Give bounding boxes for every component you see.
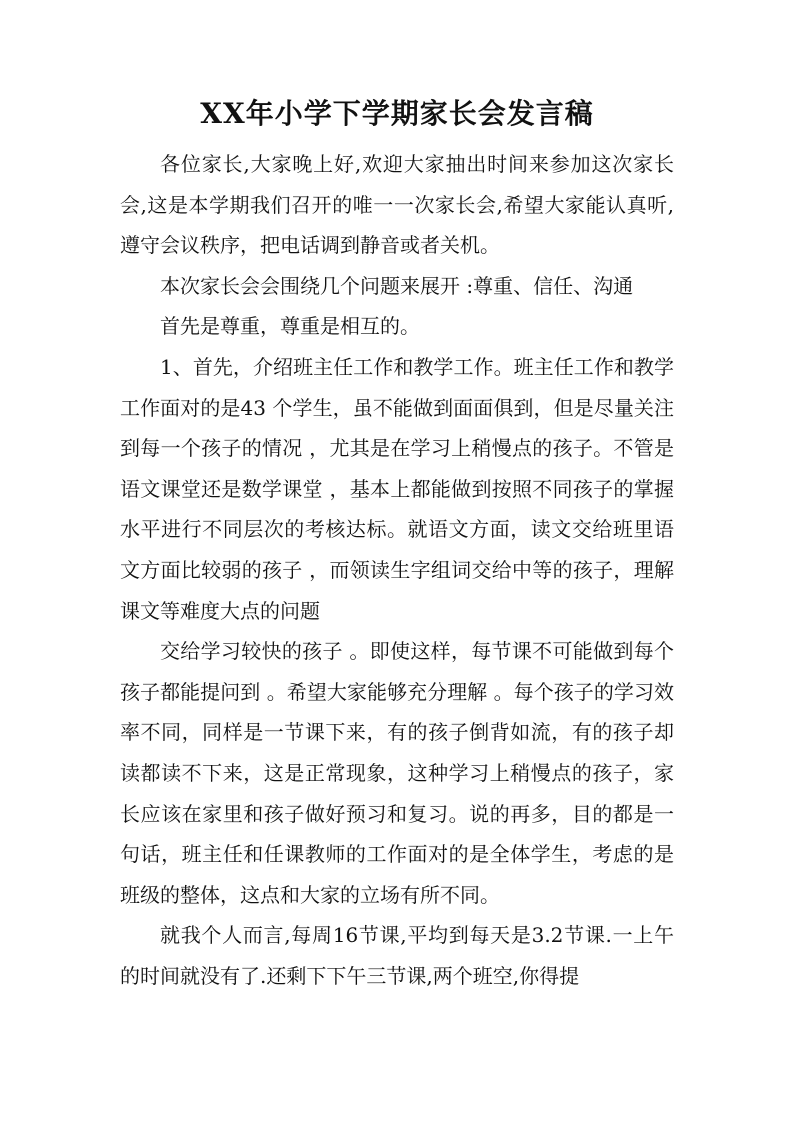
paragraph-respect: 首先是尊重，尊重是相互的。 xyxy=(160,314,420,339)
paragraph-teaching-work: 1、首先，介绍班主任工作和教学工作。班主任工作和教学工作面对的是43 个学生，虽不能做到面面俱到，但是尽量关注到每一个孩子的情况 ，尤其是在学习上稍慢点的孩子。不管是语文课堂还是数学课堂 ，基本上都能做到按照不同孩子的掌握水平进行不同层次的考核达标。就语文方面，读文交给班里语文方面比较弱的孩子 ，而领读生字组词交给中等的孩子，理解课文等难度大点的问题 xyxy=(120,354,674,623)
paragraph-fast-learners: 交给学习较快的孩子 。即使这样，每节课不可能做到每个孩子都能提问到 。希望大家能够充分理解 。每个孩子的学习效率不同，同样是一节课下来，有的孩子倒背如流，有的孩子却读都读不下来，这是正常现象，这种学习上稍慢点的孩子，家长应该在家里和孩子做好预习和复习。说的再多，目的都是一句话，班主任和任课教师的工作面对的是全体学生，考虑的是班级的整体，这点和大家的立场有所不同。 xyxy=(120,639,674,907)
paragraph-topics: 本次家长会会围绕几个问题来展开 :尊重、信任、沟通 xyxy=(160,273,634,298)
paragraph-schedule: 就我个人而言,每周16节课,平均到每天是3.2节课.一上午的时间就没有了.还剩下下午三节课,两个班空,你得提 xyxy=(120,923,674,988)
paragraph-greeting: 各位家长,大家晚上好,欢迎大家抽出时间来参加这次家长会,这是本学期我们召开的唯一一次家长会,希望大家能认真听,遵守会议秩序，把电话调到静音或者关机。 xyxy=(120,152,674,258)
document-title: XX年小学下学期家长会发言稿 xyxy=(200,97,594,130)
